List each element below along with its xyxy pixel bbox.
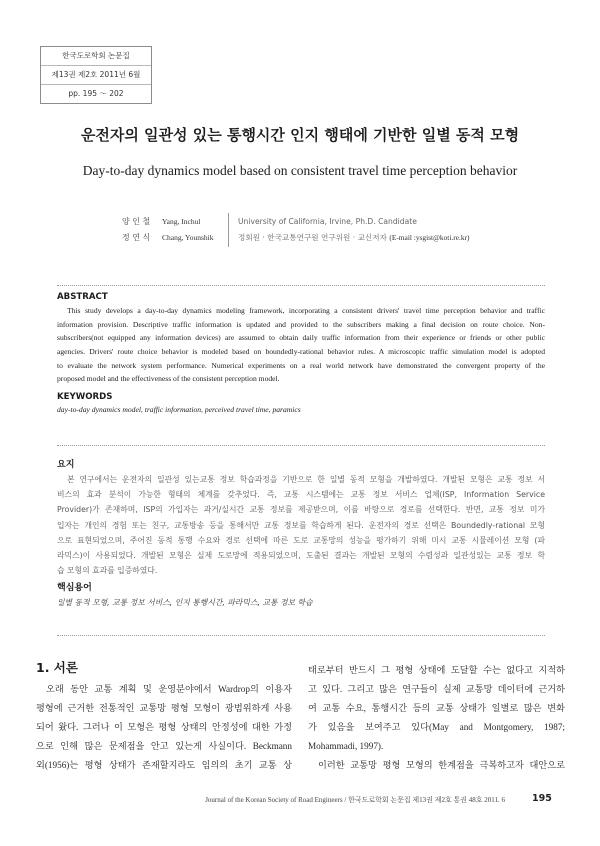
paper-title-ko: 운전자의 일관성 있는 통행시간 인지 행태에 기반한 일별 동적 모형 bbox=[80, 126, 520, 144]
journal-info-box bbox=[40, 46, 152, 104]
yoji-line: 라믹스)이 사용되었다. 개발된 모형은 실제 도로망에 적용되었으며, 도출된 결과는 개발된 모형의 수렴성과 일관성있는 교통 정보 학 bbox=[57, 550, 545, 560]
body-line: 태로부터 반드시 그 평형 상태에 도달할 수는 없다고 지적하 bbox=[308, 664, 565, 675]
journal-name: 한국도로학회 논문집 bbox=[62, 51, 130, 60]
yoji-line: 비스의 효과 분석이 가능한 형태의 체계를 갖추었다. 즉, 교통 시스템에는 교통 정보 서비스 업체(ISP, Information Service bbox=[57, 490, 545, 500]
author-email: (E-mail :ysgist@koti.re.kr) bbox=[389, 233, 470, 242]
abstract-line: proposed model and the effectiveness of the consistent perception model. bbox=[57, 374, 280, 384]
body-line: 여 교통 수요, 통행시간 등의 교통 상태가 일별로 많은 변화 bbox=[308, 702, 565, 713]
keywords-heading: KEYWORDS bbox=[57, 392, 113, 402]
footer-journal: Journal of the Korean Society of Road Engineers / 한국도로학회 논문집 제13권 제2호 통권 48호 2011. 6 bbox=[205, 796, 505, 804]
body-line: 평형에 근거한 전통적인 교통망 평형 모형이 광범위하게 사용 bbox=[36, 702, 292, 713]
author-name-ko: 양 인 철 bbox=[122, 217, 151, 226]
body-column-left bbox=[36, 680, 292, 775]
yoji-heading: 요지 bbox=[57, 460, 75, 470]
author-name-ko: 정 연 식 bbox=[122, 233, 151, 242]
body-line: 오래 동안 교통 계획 및 운영분야에서 Wardrop의 이용자 bbox=[46, 683, 292, 694]
journal-issue: 제13권 제2호 2011년 6월 bbox=[41, 65, 151, 84]
body-line: Mohammadi, 1997). bbox=[308, 740, 384, 751]
abstract-line: information provision. Descriptive traffic information is updated and provided to the subscribers making a final decision on route choice. Non- bbox=[57, 319, 545, 329]
journal-pages: pp. 195 ～ 202 bbox=[41, 84, 151, 103]
abstract-body bbox=[57, 304, 545, 386]
body-line: 으로 인해 많은 문제점을 안고 있는게 사실이다. Beckmann bbox=[36, 740, 292, 751]
yoji-line: Provider)가 존재하며, ISP의 가입자는 과거/실시간 교통 정보를 제공받으며, 이를 바탕으로 경로를 선택한다. 반면, 교통 정보 미가 bbox=[57, 505, 545, 515]
abstract-line: This study develops a day-to-day dynamics modeling framework, incorporating a consistent drivers' travel time perception behavior and traffic bbox=[67, 306, 545, 315]
yoji-line: 습 모형의 효과를 입증하였다. bbox=[57, 566, 158, 576]
body-column-right bbox=[308, 661, 565, 775]
section-divider bbox=[57, 285, 545, 286]
author-row bbox=[0, 214, 600, 230]
body-line: 이러한 교통망 평형 모형의 한계점을 극복하고자 대안으로 bbox=[318, 759, 565, 770]
abstract-line: subscribers(not equipped any information devices) are assumed to obtain daily traffic information from their experience or friends or other public bbox=[57, 333, 545, 343]
author-name-en: Yang, Inchul bbox=[162, 217, 201, 226]
author-divider bbox=[228, 213, 229, 247]
author-row bbox=[0, 230, 600, 246]
core-terms-heading: 핵심용어 bbox=[57, 583, 92, 593]
abstract-heading: ABSTRACT bbox=[57, 292, 108, 302]
yoji-line: 본 연구에서는 운전자의 일관성 있는교통 정보 학습과정을 기반으로 한 일별 동적 모형을 개발하였다. 개발된 모형은 교통 정보 서 bbox=[67, 475, 545, 484]
body-line: 가 있음을 보여주고 있다(May and Montgomery, 1987; bbox=[308, 721, 565, 732]
abstract-line: to evaluate the network system performance. Numerical experiments on a real world network have demonstrated the convergent property of the bbox=[57, 360, 545, 370]
section-heading: 1. 서론 bbox=[36, 660, 78, 675]
abstract-line: agencies. Drivers' route choice behavior is modeled based on boundedly-rational behavior rules. A microscopic traffic simulation model is adopted bbox=[57, 347, 545, 357]
author-affiliation: University of California, Irvine, Ph.D. Candidate bbox=[238, 217, 417, 226]
yoji-line: 입자는 개인의 경험 또는 친구, 교통방송 등을 통해서만 교통 정보를 학습하게 된다. 운전자의 경로 선택은 Boundedly-rational 모형 bbox=[57, 520, 545, 530]
yoji-line: 으로 표현되었으며, 주어진 동적 통행 수요와 경로 선택에 따른 도로 교통망의 성능을 평가하기 위해 미시 교통 시뮬레이션 모형 (파 bbox=[57, 535, 545, 545]
page-number: 195 bbox=[532, 793, 552, 804]
core-terms-text: 일별 동적 모형, 교통 정보 서비스, 인지 통행시간, 파라믹스, 교통 정보 학습 bbox=[57, 598, 313, 607]
body-line: 되어 왔다. 그러나 이 모형은 평형 상태의 안정성에 대한 가정 bbox=[36, 721, 292, 732]
yoji-body bbox=[57, 472, 545, 578]
author-affiliation bbox=[238, 230, 469, 246]
section-divider bbox=[57, 445, 545, 446]
author-affiliation-text: 정회원 · 한국교통연구원 연구위원 · 교신저자 bbox=[238, 233, 390, 242]
section-divider bbox=[57, 635, 545, 636]
body-line: 고 있다. 그리고 많은 연구들이 실제 교통망 데이터에 근거하 bbox=[308, 683, 565, 694]
author-name-en: Chang, Younshik bbox=[162, 233, 214, 242]
body-line: 외(1956)는 평형 상태가 존재할지라도 임의의 초기 교통 상 bbox=[36, 759, 292, 770]
paper-title-en: Day-to-day dynamics model based on consistent travel time perception behavior bbox=[82, 163, 518, 178]
keywords-text: day-to-day dynamics model, traffic information, perceived travel time, paramics bbox=[57, 405, 301, 414]
